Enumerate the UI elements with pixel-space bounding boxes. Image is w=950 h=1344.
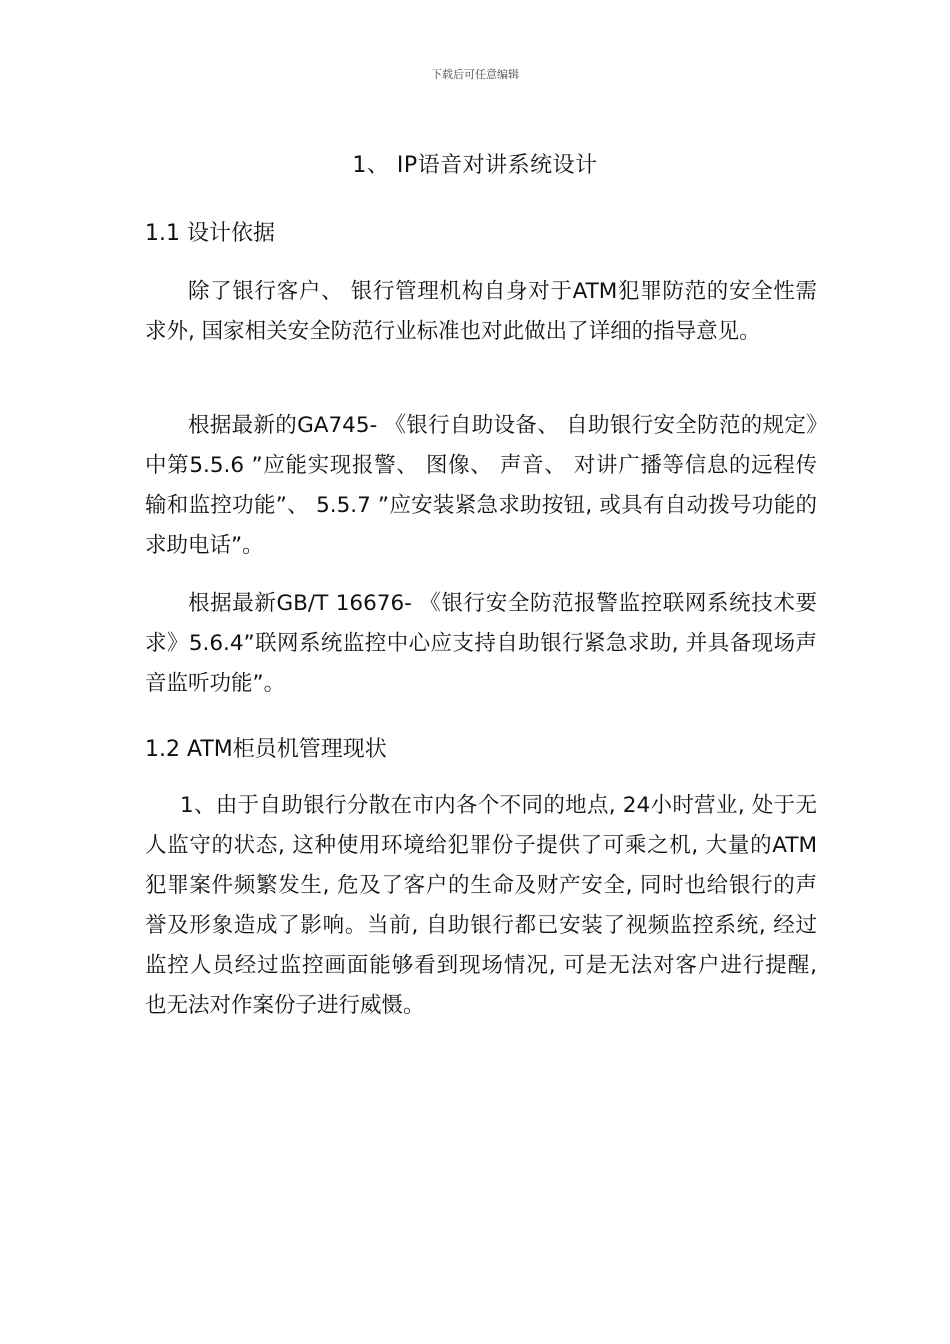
paragraph-atm-status-1: 1、由于自助银行分散在市内各个不同的地点, 24小时营业, 处于无人监守的状态, 这种使用环境给犯罪份子提供了可乘之机, 大量的ATM犯罪案件频繁发生, 危及了客户的生命及财产安全, 同时也给银行的声誉及形象造成了影响。当前, 自助银行都已安装了视频监控系统, 经过监控人员经过监控画面能够看到现场情况, 可是无法对客户进行提醒, 也无法对作案份子进行威慑。 bbox=[145, 793, 817, 1018]
paragraph-design-basis-1: 除了银行客户、 银行管理机构自身对于ATM犯罪防范的安全性需求外, 国家相关安全防范行业标准也对此做出了详细的指导意见。 bbox=[145, 279, 817, 344]
paragraph-design-basis-3: 根据最新GB/T 16676- 《银行安全防范报警监控联网系统技术要求》5.6.4”联网系统监控中心应支持自助银行紧急求助, 并具备现场声音监听功能”。 bbox=[145, 591, 817, 696]
section-heading-1-2: 1.2 ATM柜员机管理现状 bbox=[145, 737, 387, 762]
document-title: 1、 IP语音对讲系统设计 bbox=[352, 153, 598, 178]
paragraph-design-basis-2: 根据最新的GA745- 《银行自助设备、 自助银行安全防范的规定》中第5.5.6 ”应能实现报警、 图像、 声音、 对讲广播等信息的远程传输和监控功能”、 5.5.7 ”应安装紧急求助按钮, 或具有自动拨号功能的求助电话”。 bbox=[145, 413, 817, 558]
page-header: 下载后可任意编辑 bbox=[431, 68, 519, 81]
section-heading-1-1: 1.1 设计依据 bbox=[145, 221, 275, 246]
